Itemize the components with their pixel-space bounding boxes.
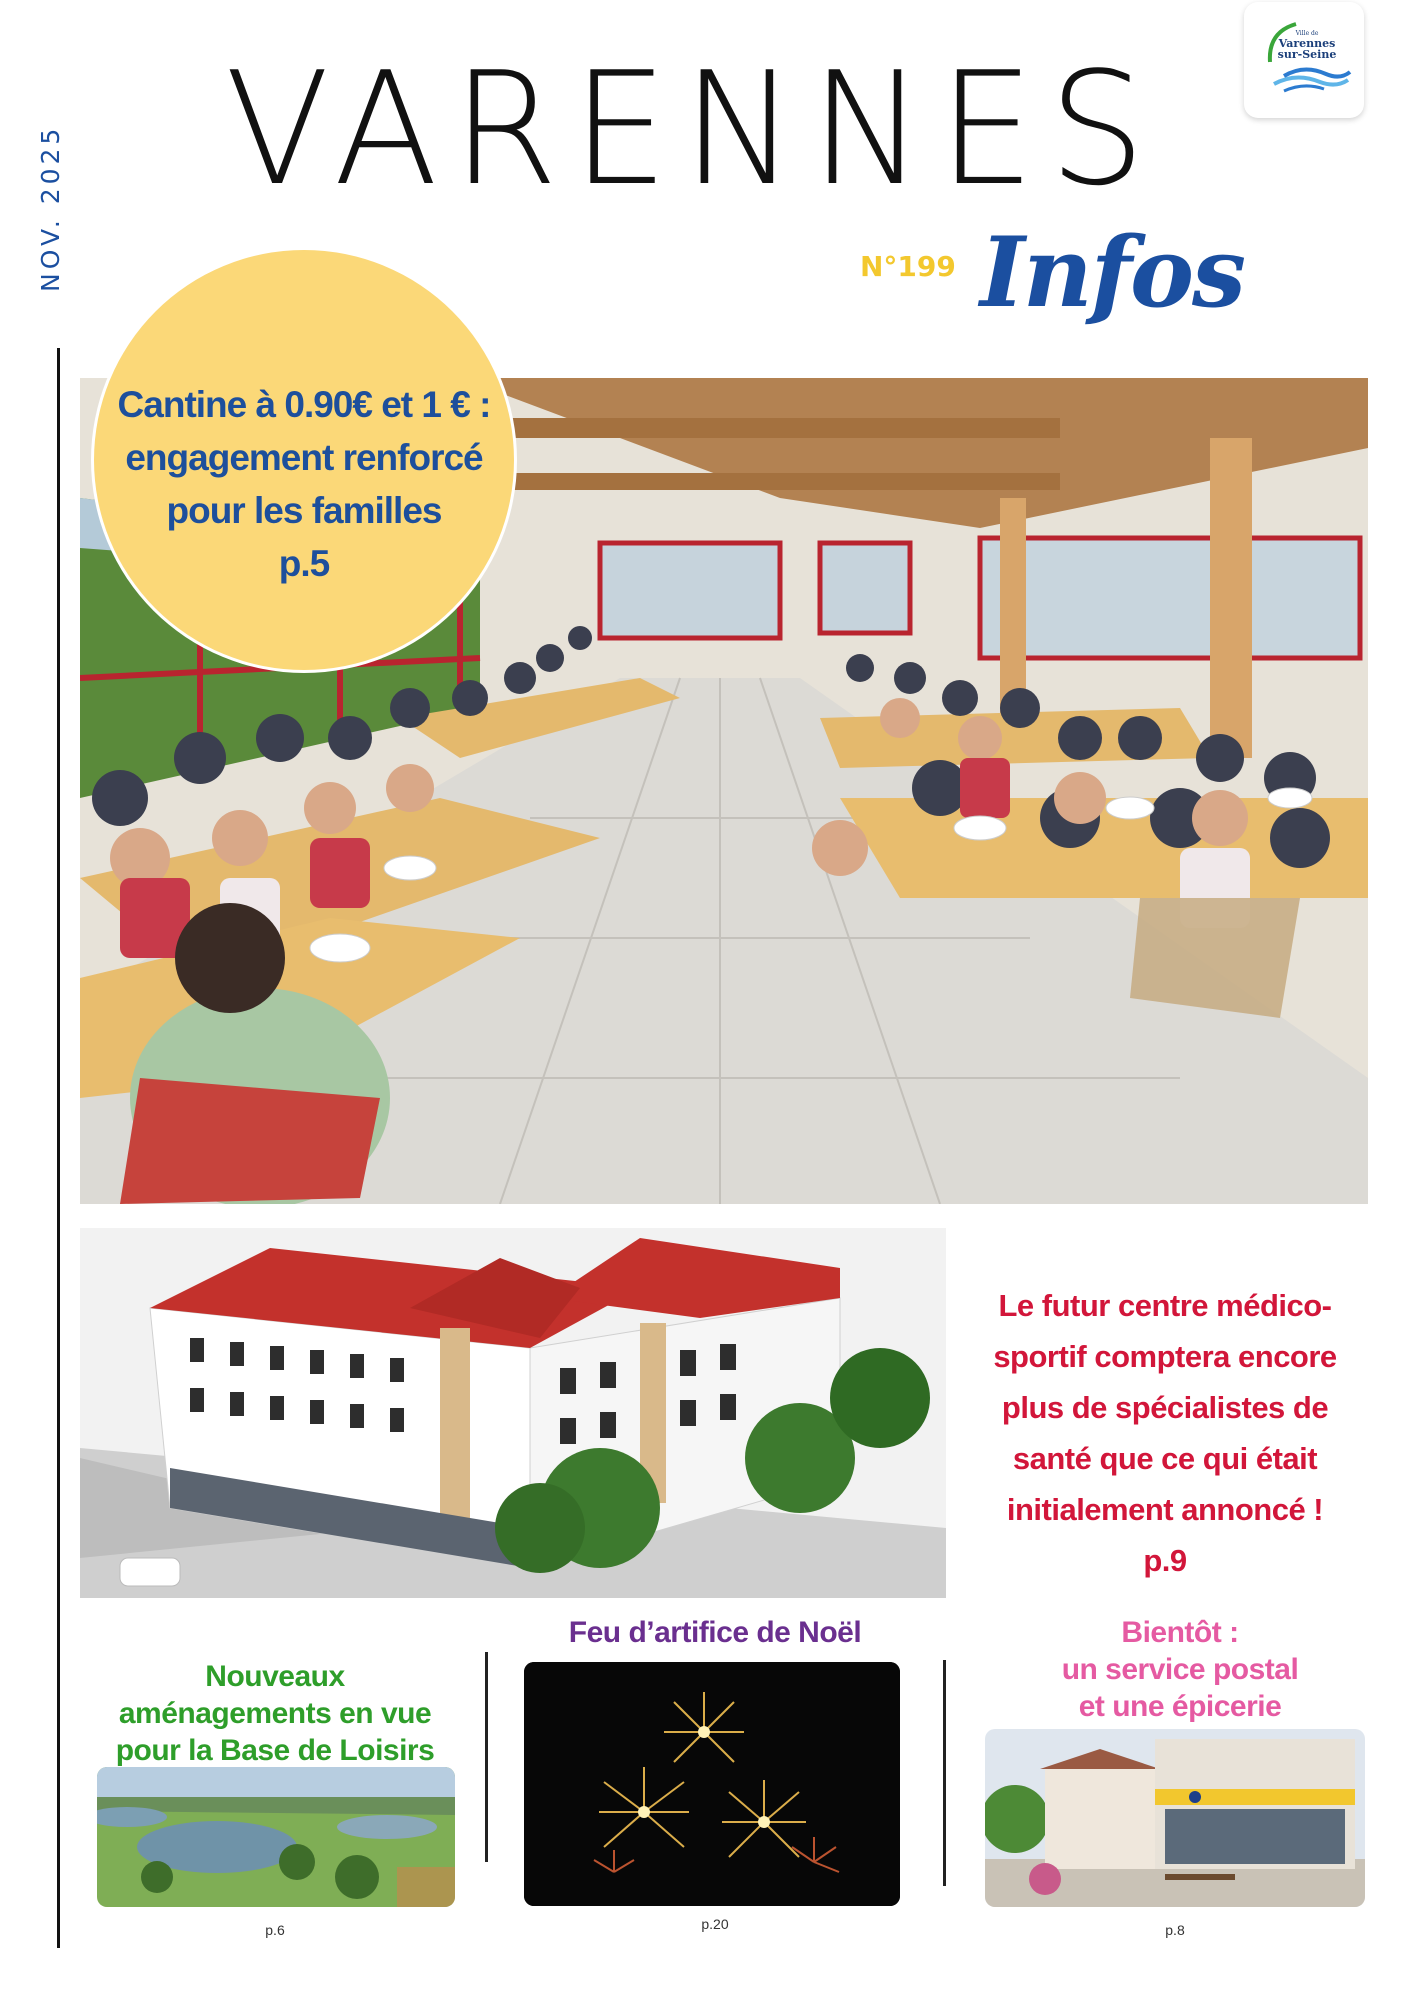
medical-line-2: sportif comptera encore [993, 1339, 1337, 1374]
fireworks-page-ref: p.20 [701, 1916, 729, 1932]
base-loisirs-headline[interactable] [80, 1658, 470, 1769]
postal-page-ref: p.8 [1165, 1922, 1185, 1938]
medical-page-ref: p.9 [1143, 1543, 1187, 1578]
base-loisirs-line-3: pour la Base de Loisirs [115, 1734, 435, 1767]
column-divider-2 [943, 1660, 946, 1886]
hero-headline-line-2: engagement renforcé [125, 437, 483, 478]
hero-page-ref: p.5 [278, 543, 330, 584]
infos-wordmark: Infos [980, 216, 1245, 329]
issue-date: NOV. 2025 [36, 124, 65, 292]
base-loisirs-line-2: aménagements en vue [118, 1697, 432, 1730]
postal-line-2: un service postal [1061, 1653, 1299, 1686]
medical-line-3: plus de spécialistes de [1001, 1390, 1329, 1425]
left-divider [57, 348, 60, 1948]
postal-line-3: et une épicerie [1078, 1690, 1282, 1723]
postal-photo [985, 1729, 1365, 1907]
logo-line-2: Varennes [1278, 37, 1336, 50]
postal-line-1: Bientôt : [1121, 1616, 1239, 1649]
fireworks-photo [524, 1662, 900, 1906]
column-divider-1 [485, 1652, 488, 1862]
fireworks-line-1: Feu d’artifice de Noël [568, 1616, 862, 1649]
medical-line-1: Le futur centre médico- [998, 1288, 1332, 1323]
postal-headline[interactable] [960, 1614, 1400, 1725]
base-loisirs-page-ref: p.6 [265, 1922, 285, 1938]
hero-headline[interactable] [100, 378, 508, 598]
medical-center-headline[interactable] [975, 1280, 1355, 1580]
medical-line-5: initialement annoncé ! [1006, 1492, 1324, 1527]
logo-line-3: sur-Seine [1277, 48, 1337, 61]
hero-headline-line-3: pour les familles [166, 490, 442, 531]
fireworks-headline[interactable] [505, 1614, 925, 1651]
masthead-title: VARENNES [225, 38, 1160, 220]
medical-line-4: santé que ce qui était [1012, 1441, 1318, 1476]
base-loisirs-photo [97, 1767, 455, 1907]
issue-number: N°199 [860, 250, 956, 283]
hero-headline-line-1: Cantine à 0.90€ et 1 € : [117, 384, 491, 425]
base-loisirs-line-1: Nouveaux [205, 1660, 345, 1693]
logo-line-1: Ville de [1295, 30, 1319, 37]
medical-center-render [80, 1228, 946, 1598]
city-logo [1244, 2, 1364, 118]
